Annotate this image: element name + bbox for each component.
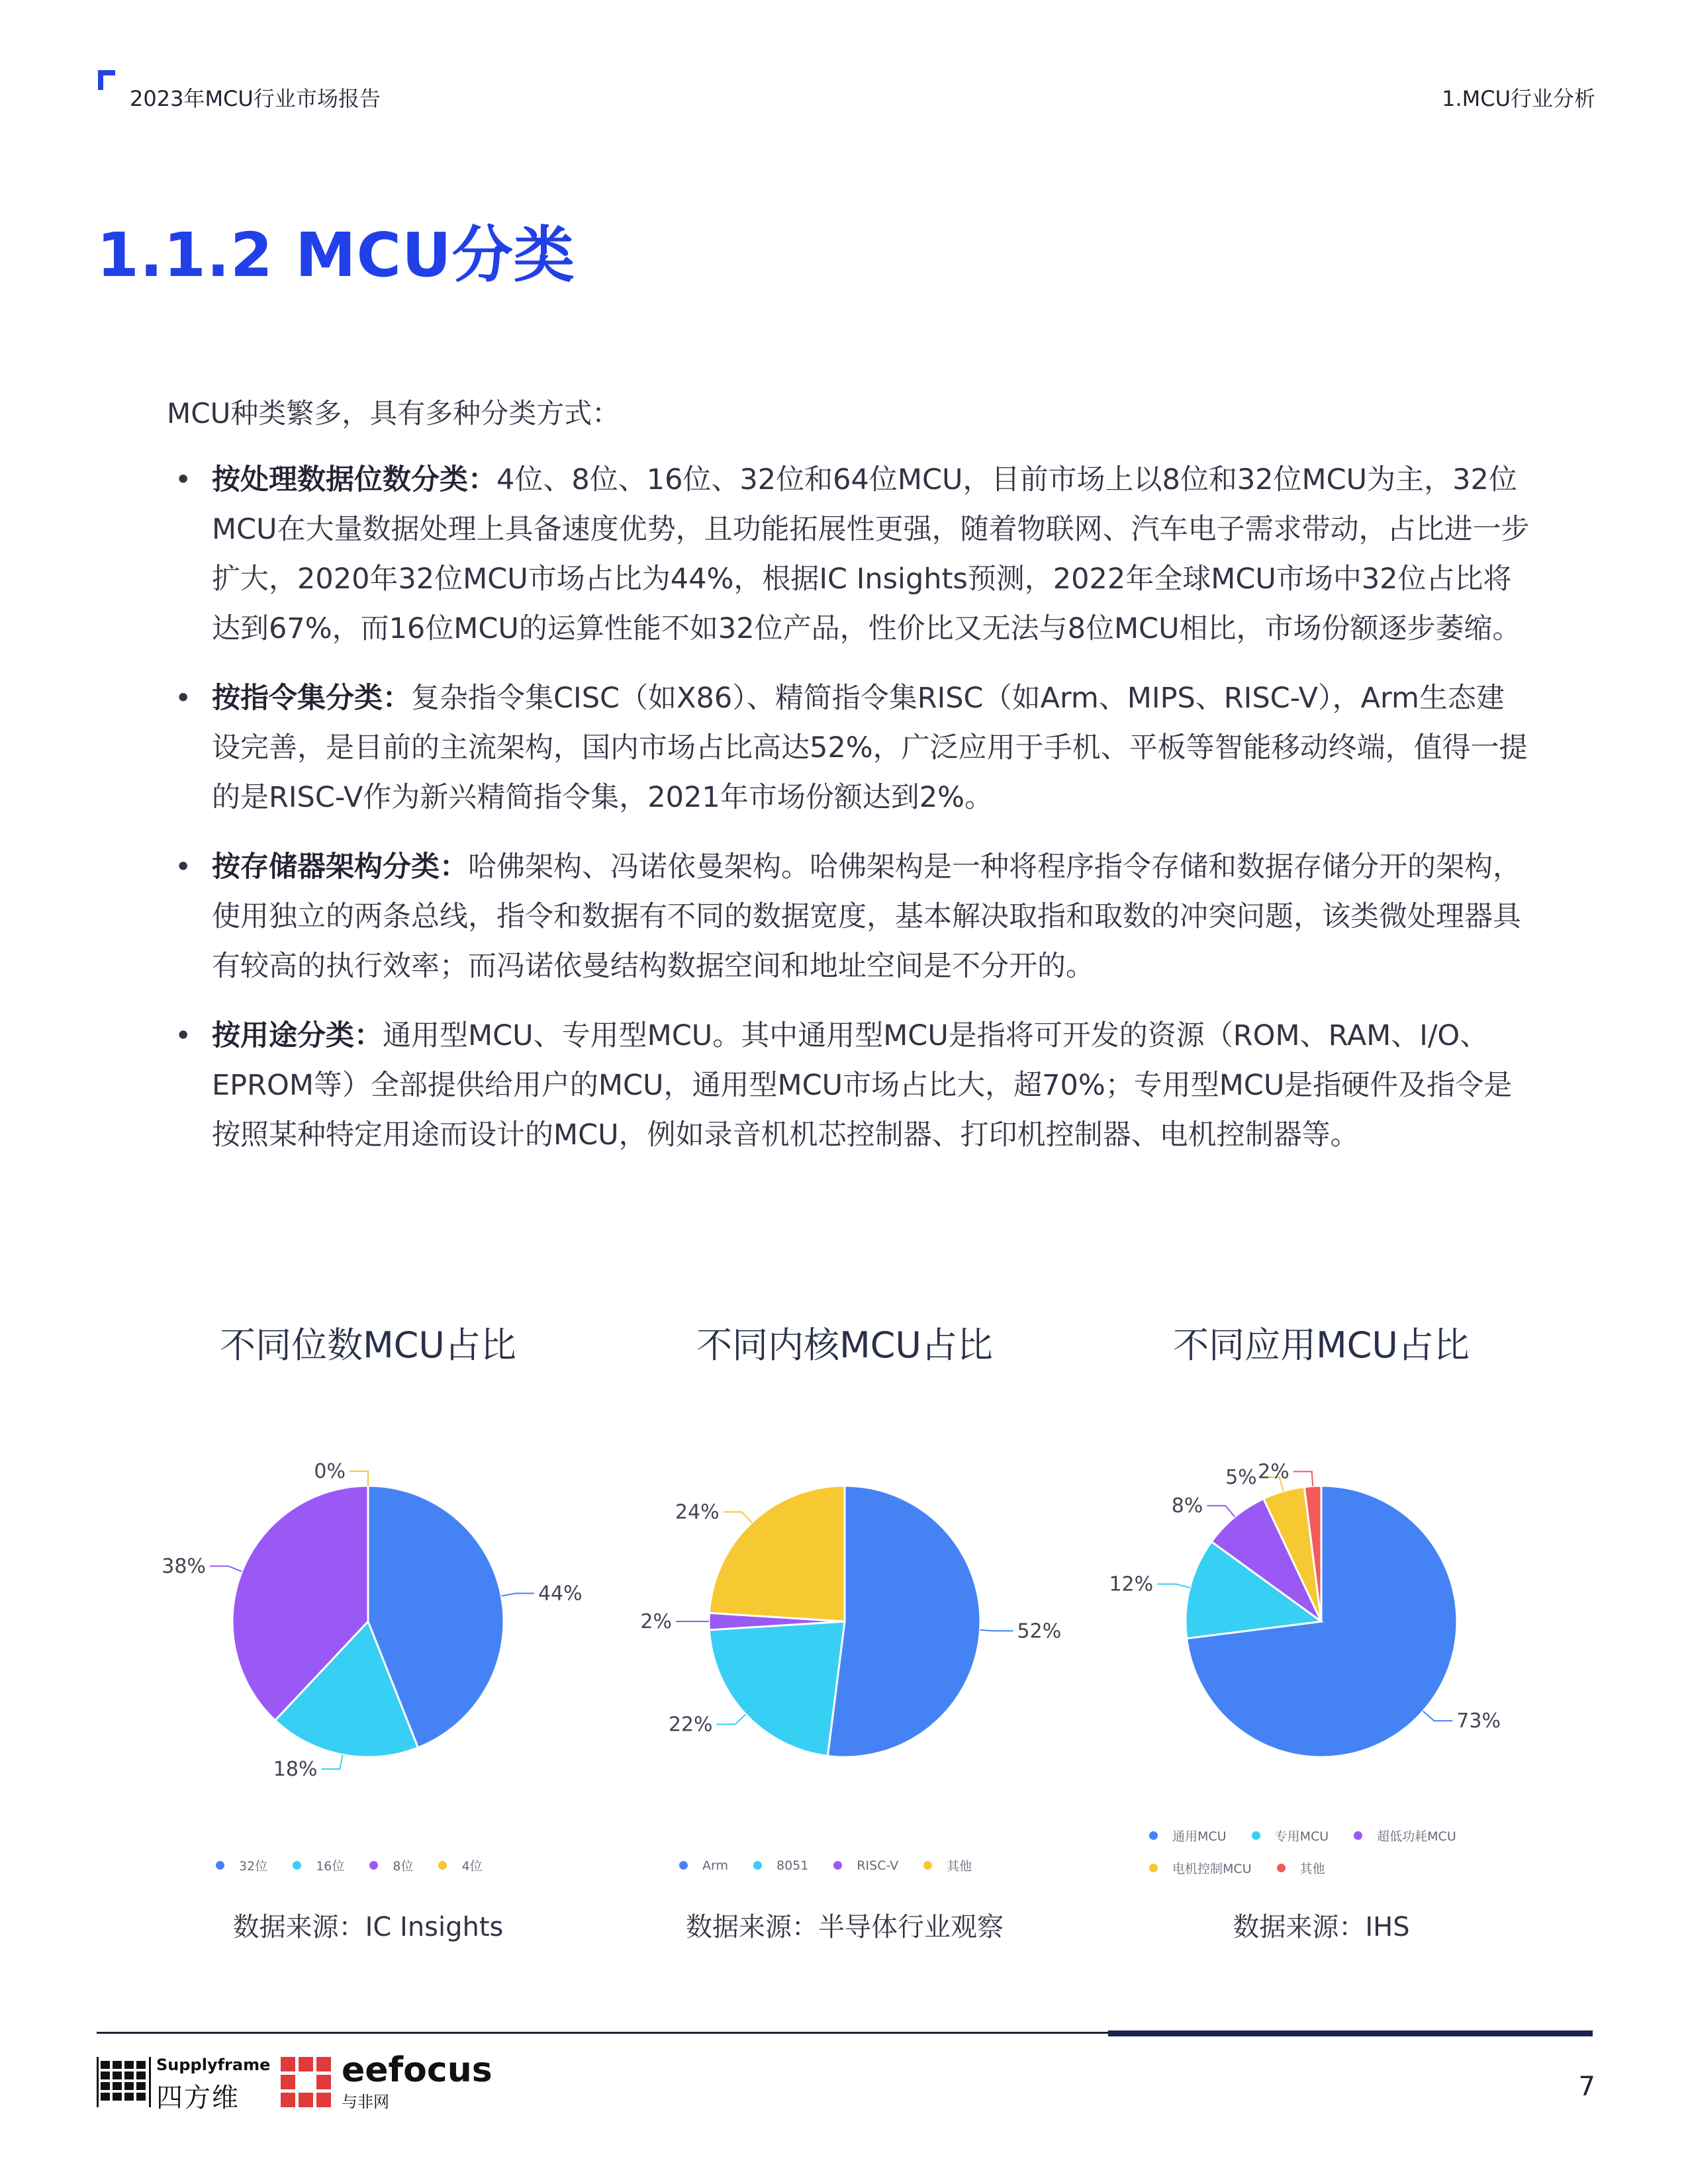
- legend-dot-icon: [216, 1861, 224, 1870]
- legend-dot-icon: [1149, 1831, 1158, 1840]
- bullet-dot-icon: •: [175, 682, 192, 715]
- bullet-usage: [167, 1011, 1530, 1160]
- bullet-instruction-set: [167, 674, 1530, 823]
- pie-chart-bit-width: [117, 1317, 620, 1966]
- legend-dot-icon: [679, 1861, 688, 1870]
- legend-dot-icon: [1149, 1864, 1158, 1872]
- leader-line: [724, 1512, 752, 1523]
- leader-line: [1207, 1506, 1235, 1517]
- legend-item: [216, 1856, 267, 1874]
- logo-en: eefocus: [342, 2050, 492, 2090]
- legend-item: [369, 1856, 413, 1874]
- slice-value-label: 73%: [1456, 1709, 1501, 1733]
- legend-dot-icon: [1252, 1831, 1260, 1840]
- pie-slice-Arm: [827, 1486, 980, 1757]
- slice-value-label: 24%: [675, 1500, 720, 1524]
- bullet-dot-icon: •: [175, 463, 192, 496]
- legend-item: [293, 1856, 344, 1874]
- legend-label: 4位: [461, 1859, 483, 1874]
- leader-line: [1293, 1471, 1313, 1486]
- chart-title: 不同应用MCU占比: [1173, 1324, 1470, 1366]
- legend-label: 16位: [316, 1859, 345, 1874]
- eefocus-logo-text: [342, 2052, 492, 2112]
- legend-item: [1252, 1827, 1329, 1844]
- leader-line: [210, 1566, 242, 1571]
- slice-value-label: 2%: [1258, 1460, 1289, 1484]
- legend-item: [833, 1858, 898, 1873]
- legend-label: RISC-V: [857, 1858, 899, 1873]
- logo-cn: 与非网: [342, 2093, 389, 2111]
- chart-source: 数据来源：IHS: [1233, 1912, 1410, 1942]
- slice-value-label: 0%: [314, 1460, 346, 1483]
- bullet-lead: 按存储器架构分类：: [212, 850, 468, 884]
- legend-label: 8位: [393, 1859, 414, 1874]
- pie-svg: [117, 1410, 620, 1846]
- legend-label: 8051: [776, 1858, 809, 1873]
- pie-slice-8051: [709, 1621, 845, 1756]
- leader-line: [980, 1630, 1013, 1631]
- leader-line: [717, 1714, 746, 1724]
- bullet-text: 哈佛架构、冯诺依曼架构。哈佛架构是一种将程序指令存储和数据存储分开的架构，使用独立的两条总线，指令和数据有不同的数据宽度，基本解决取指和取数的冲突问题，该类微处理器具有较高的执行效率；而冯诺依曼结构数据空间和地址空间是不分开的。: [212, 850, 1521, 983]
- bullet-memory-architecture: [167, 842, 1530, 991]
- chapter-label: 1.MCU行业分析: [1442, 86, 1595, 111]
- leader-line: [501, 1593, 534, 1596]
- legend-item: [1149, 1827, 1227, 1844]
- legend-label: 通用MCU: [1172, 1829, 1227, 1844]
- slice-value-label: 2%: [640, 1610, 672, 1633]
- slice-value-label: 12%: [1109, 1572, 1154, 1596]
- bullet-bit-width: [167, 455, 1530, 654]
- legend-label: Arm: [702, 1858, 728, 1873]
- supplyframe-logo-icon: [97, 2057, 151, 2107]
- legend-item: [753, 1858, 808, 1873]
- slice-value-label: 5%: [1225, 1466, 1257, 1490]
- bullet-text: 通用型MCU、专用型MCU。其中通用型MCU是指将可开发的资源（ROM、RAM、I/O、EPROM等）全部提供给用户的MCU，通用型MCU市场占比大，超70%；专用型MCU是指硬件及指令是按照某种特定用途而设计的MCU，例如录音机机芯控制器、打印机控制器、电机控制器等。: [212, 1019, 1513, 1152]
- leader-line: [321, 1754, 342, 1769]
- pie-chart-application: [1070, 1317, 1573, 1966]
- chart-legend: [1070, 1827, 1493, 1891]
- chart-source: 数据来源：半导体行业观察: [686, 1912, 1004, 1942]
- slice-value-label: 22%: [668, 1713, 713, 1737]
- pie-svg: [1070, 1410, 1573, 1846]
- bullet-dot-icon: •: [175, 850, 192, 884]
- pie-svg: [593, 1410, 1096, 1846]
- page-number: 7: [1578, 2071, 1595, 2102]
- corner-mark: [98, 70, 115, 90]
- legend-label: 电机控制MCU: [1172, 1862, 1252, 1876]
- legend-dot-icon: [369, 1861, 378, 1870]
- leader-line: [350, 1471, 368, 1486]
- legend-label: 32位: [239, 1859, 268, 1874]
- slice-value-label: 52%: [1017, 1619, 1062, 1643]
- legend-label: 超低功耗MCU: [1377, 1829, 1456, 1844]
- legend-label: 其他: [947, 1859, 972, 1874]
- bullet-text: 复杂指令集CISC（如X86）、精简指令集RISC（如Arm、MIPS、RISC-V），Arm生态建设完善，是目前的主流架构，国内市场占比高达52%，广泛应用于手机、平板等智能移动终端，值得一提的是RISC-V作为新兴精简指令集，2021年市场份额达到2%。: [212, 682, 1528, 814]
- legend-dot-icon: [1277, 1864, 1286, 1872]
- bullet-text: 4位、8位、16位、32位和64位MCU，目前市场上以8位和32位MCU为主，32位MCU在大量数据处理上具备速度优势，且功能拓展性更强，随着物联网、汽车电子需求带动，占比进一步扩大，2020年32位MCU市场占比为44%，根据IC Insights预测，2022年全球MCU市场中32位占比将达到67%，而16位MCU的运算性能不如32位产品，性价比又无法与8位MCU相比，市场份额逐步萎缩。: [212, 463, 1530, 645]
- pie-slice-其他: [709, 1486, 845, 1621]
- leader-line: [1157, 1584, 1190, 1588]
- intro-text: MCU种类繁多，具有多种分类方式：: [167, 397, 620, 430]
- chart-title: 不同内核MCU占比: [696, 1324, 993, 1366]
- legend-dot-icon: [293, 1861, 301, 1870]
- slice-value-label: 8%: [1171, 1494, 1203, 1518]
- legend-label: 其他: [1299, 1862, 1325, 1876]
- bullet-dot-icon: •: [175, 1019, 192, 1052]
- logo-en: Supplyframe: [156, 2056, 271, 2074]
- legend-item: [923, 1856, 972, 1874]
- legend-dot-icon: [923, 1861, 932, 1870]
- legend-label: 专用MCU: [1274, 1829, 1329, 1844]
- legend-item: [1277, 1859, 1325, 1877]
- bullet-lead: 按用途分类：: [212, 1019, 383, 1052]
- legend-dot-icon: [438, 1861, 447, 1870]
- legend-dot-icon: [833, 1861, 842, 1870]
- leader-line: [1423, 1711, 1453, 1721]
- eefocus-logo-icon: [281, 2057, 331, 2107]
- legend-item: [1149, 1859, 1252, 1877]
- legend-dot-icon: [1354, 1831, 1362, 1840]
- pie-chart-core: [593, 1317, 1096, 1966]
- chart-title: 不同位数MCU占比: [220, 1324, 516, 1366]
- bullet-lead: 按处理数据位数分类：: [212, 463, 496, 496]
- slice-value-label: 18%: [273, 1757, 318, 1781]
- legend-item: [438, 1856, 482, 1874]
- logo-cn: 四方维: [156, 2083, 240, 2113]
- legend-item: [1354, 1827, 1456, 1844]
- section-title: 1.1.2 MCU分类: [97, 220, 575, 291]
- footer-accent-bar: [1108, 2030, 1593, 2036]
- slice-value-label: 44%: [538, 1582, 583, 1606]
- legend-dot-icon: [753, 1861, 762, 1870]
- chart-source: 数据来源：IC Insights: [232, 1912, 504, 1942]
- bullet-list: [167, 455, 1530, 1180]
- bullet-lead: 按指令集分类：: [212, 682, 411, 715]
- legend-item: [679, 1858, 728, 1873]
- supplyframe-logo-text: [156, 2056, 270, 2115]
- report-title: 2023年MCU行业市场报告: [130, 86, 381, 111]
- slice-value-label: 38%: [162, 1555, 206, 1578]
